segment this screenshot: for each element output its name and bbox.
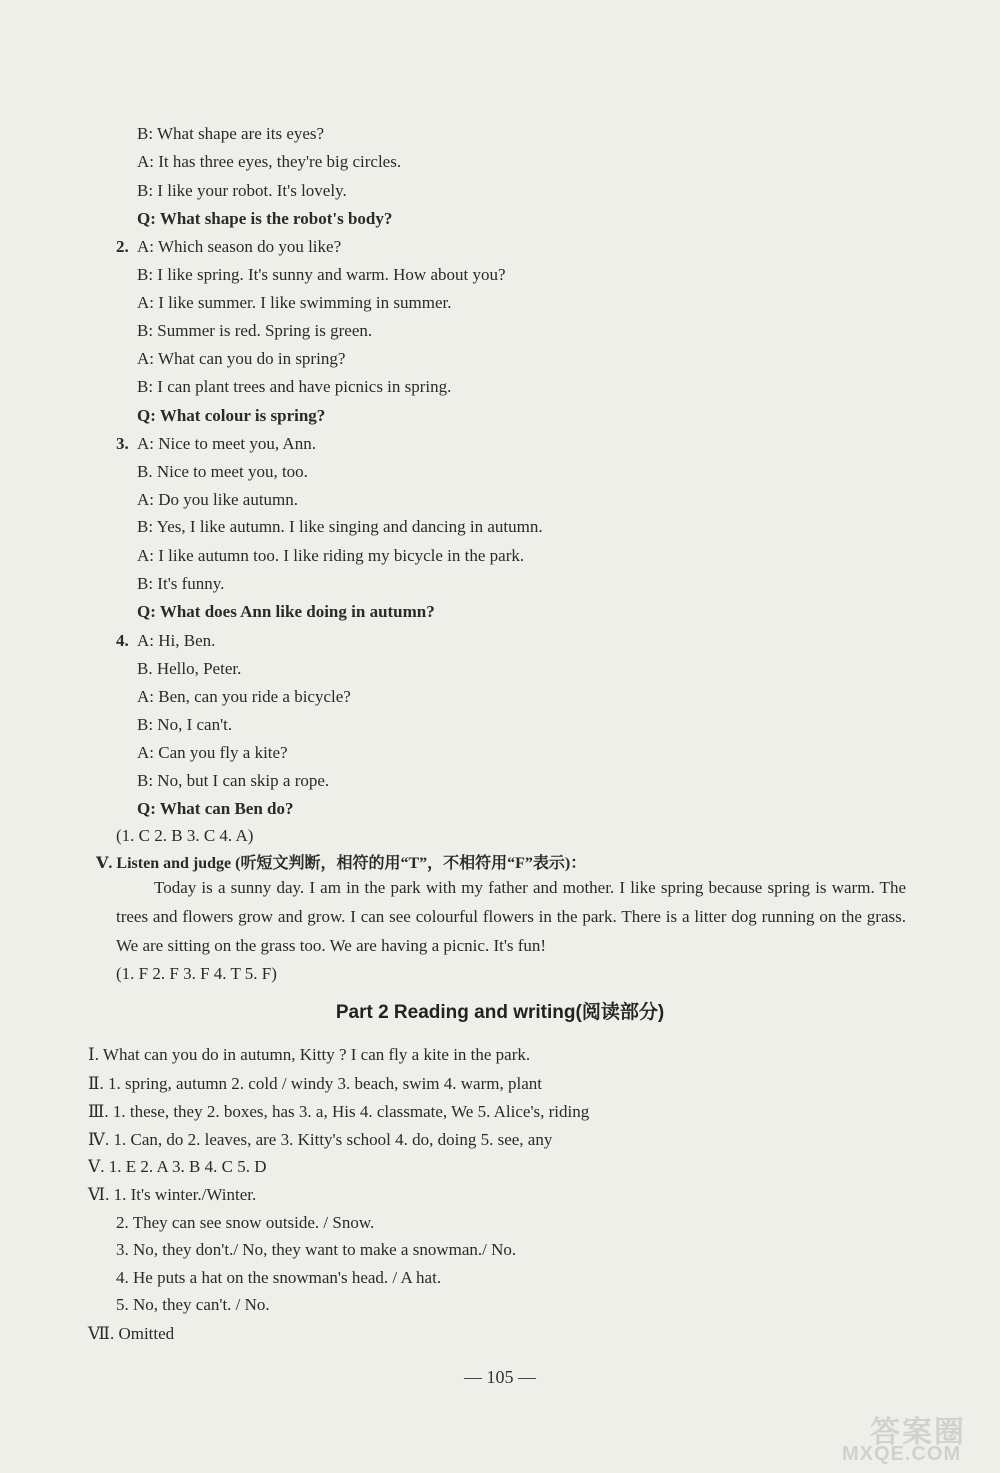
answer-line: 2. They can see snow outside. / Snow. bbox=[116, 1213, 375, 1232]
dialog-line: A: It has three eyes, they're big circles. bbox=[137, 152, 402, 171]
dialog-number: 3. bbox=[116, 434, 129, 453]
dialog-line: A: I like summer. I like swimming in summer. bbox=[137, 293, 452, 312]
answer-line: Ⅲ. 1. these, they 2. boxes, has 3. a, His 4. classmate, We 5. Alice's, riding bbox=[88, 1102, 590, 1121]
answer-line: 4. He puts a hat on the snowman's head. / A hat. bbox=[116, 1268, 442, 1287]
answer-line: Ⅱ. 1. spring, autumn 2. cold / windy 3. beach, swim 4. warm, plant bbox=[88, 1074, 542, 1093]
dialog-line: B: No, but I can skip a rope. bbox=[137, 771, 330, 790]
answer-line: 3. No, they don't./ No, they want to make a snowman./ No. bbox=[116, 1240, 517, 1259]
dialog-line: A: Can you fly a kite? bbox=[137, 743, 288, 762]
dialog-line: B: No, I can't. bbox=[137, 715, 233, 734]
dialog-number: 2. bbox=[116, 237, 129, 256]
watermark-text: 答案圈 bbox=[870, 1415, 966, 1450]
dialog-question: Q: What colour is spring? bbox=[137, 406, 326, 425]
answer-line: Ⅰ. What can you do in autumn, Kitty ? I can fly a kite in the park. bbox=[88, 1045, 531, 1064]
answer-line: Ⅳ. 1. Can, do 2. leaves, are 3. Kitty's school 4. do, doing 5. see, any bbox=[88, 1130, 553, 1149]
answers-iv: (1. C 2. B 3. C 4. A) bbox=[116, 826, 254, 845]
dialog-question: Q: What shape is the robot's body? bbox=[137, 209, 393, 228]
dialog-number: 4. bbox=[116, 631, 129, 650]
dialog-line: B. Nice to meet you, too. bbox=[137, 462, 308, 481]
dialog-line: A: Ben, can you ride a bicycle? bbox=[137, 687, 351, 706]
watermark-logo bbox=[842, 1407, 992, 1467]
answer-line: Ⅵ. 1. It's winter./Winter. bbox=[88, 1185, 257, 1204]
dialog-line: B: I like your robot. It's lovely. bbox=[137, 181, 347, 200]
dialog-question: Q: What can Ben do? bbox=[137, 799, 294, 818]
dialog-line: B: Summer is red. Spring is green. bbox=[137, 321, 373, 340]
dialog-line: B: I like spring. It's sunny and warm. How about you? bbox=[137, 265, 506, 284]
answers-v: (1. F 2. F 3. F 4. T 5. F) bbox=[116, 964, 277, 983]
answer-line: 5. No, they can't. / No. bbox=[116, 1295, 270, 1314]
part2-heading: Part 2 Reading and writing(阅读部分) bbox=[335, 1002, 665, 1023]
dialog-question: Q: What does Ann like doing in autumn? bbox=[137, 602, 435, 621]
page-number: — 105 — bbox=[464, 1367, 536, 1387]
answer-line: Ⅴ. 1. E 2. A 3. B 4. C 5. D bbox=[88, 1157, 267, 1176]
watermark-url: MXQE.COM bbox=[842, 1443, 962, 1465]
dialog-line: A: Hi, Ben. bbox=[137, 631, 216, 650]
answer-line: Ⅶ. Omitted bbox=[88, 1324, 175, 1343]
listening-passage: Today is a sunny day. I am in the park with my father and mother. I like spring because spring is warm. The trees and flowers grow and grow. I can see colourful flowers in the park. There is a litter dog running on the grass. We are sitting on the grass too. We are having a picnic. It's fun! bbox=[116, 878, 906, 955]
dialog-line: B: Yes, I like autumn. I like singing and dancing in autumn. bbox=[137, 517, 543, 536]
dialog-line: A: Which season do you like? bbox=[137, 237, 342, 256]
dialog-line: A: Nice to meet you, Ann. bbox=[137, 434, 316, 453]
dialog-line: A: What can you do in spring? bbox=[137, 349, 346, 368]
dialog-line: B: What shape are its eyes? bbox=[137, 124, 325, 143]
dialog-line: B: I can plant trees and have picnics in spring. bbox=[137, 377, 452, 396]
dialog-line: B. Hello, Peter. bbox=[137, 659, 242, 678]
dialog-line: A: Do you like autumn. bbox=[137, 490, 299, 509]
dialog-line: B: It's funny. bbox=[137, 574, 225, 593]
section-v-title: Ⅴ. Listen and judge (听短文判断，相符的用“T”，不相符用“F”表示)： bbox=[96, 855, 587, 872]
dialog-line: A: I like autumn too. I like riding my bicycle in the park. bbox=[137, 546, 525, 565]
